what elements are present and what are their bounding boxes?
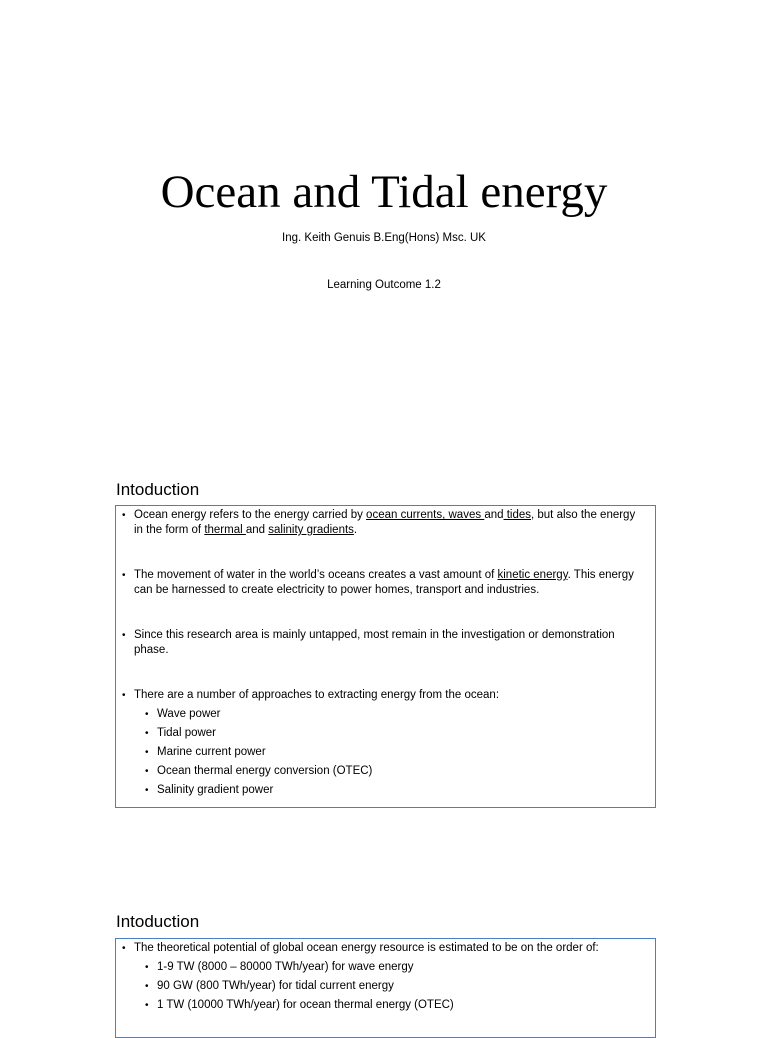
section-heading-introduction: Intoduction: [116, 912, 200, 931]
text-span: , but also the energy in the form of: [134, 509, 636, 536]
bullet-approaches-intro: • There are a number of approaches to extracting energy from the ocean:: [120, 688, 647, 703]
slide-title: Ocean and Tidal energy: [160, 166, 608, 218]
text-span: The movement of water in the world’s oceans creates a vast amount of: [134, 569, 498, 581]
learning-outcome: Learning Outcome 1.2: [327, 279, 441, 291]
list-item: • Ocean thermal energy conversion (OTEC): [120, 764, 647, 779]
section-heading-introduction: Intoduction: [116, 480, 200, 499]
text-span: and: [484, 509, 504, 521]
bullet-theoretical-potential: • The theoretical potential of global ocean energy resource is estimated to be on the order of:: [120, 941, 647, 956]
link-thermal: thermal: [204, 524, 246, 536]
text-span: and: [245, 524, 269, 536]
bullet-ocean-energy-definition: [120, 508, 647, 538]
list-item: • Wave power: [120, 707, 647, 722]
link-tides: tides: [503, 509, 531, 521]
list-item: • Marine current power: [120, 745, 647, 760]
bullet-kinetic-energy: [120, 568, 647, 598]
link-salinity-gradients: salinity gradients: [268, 524, 354, 536]
introduction-content-box: [115, 938, 656, 1038]
author-line: Ing. Keith Genuis B.Eng(Hons) Msc. UK: [282, 232, 486, 244]
list-item: • 90 GW (800 TWh/year) for tidal current energy: [120, 979, 647, 994]
list-item: • Salinity gradient power: [120, 783, 647, 798]
list-item: • 1-9 TW (8000 – 80000 TWh/year) for wave energy: [120, 960, 647, 975]
list-item: • Tidal power: [120, 726, 647, 741]
bullet-research-area: • Since this research area is mainly untapped, most remain in the investigation or demonstration phase.: [120, 628, 647, 658]
link-ocean-currents-waves: ocean currents, waves: [366, 509, 485, 521]
text-span: .: [353, 524, 358, 536]
introduction-content-box: [115, 505, 656, 808]
text-span: . This energy can be harnessed to create electricity to power homes, transport and industries.: [134, 569, 634, 596]
link-kinetic-energy: kinetic energy: [497, 569, 568, 581]
list-item: • 1 TW (10000 TWh/year) for ocean thermal energy (OTEC): [120, 998, 647, 1013]
text-span: Ocean energy refers to the energy carried by: [134, 509, 367, 521]
